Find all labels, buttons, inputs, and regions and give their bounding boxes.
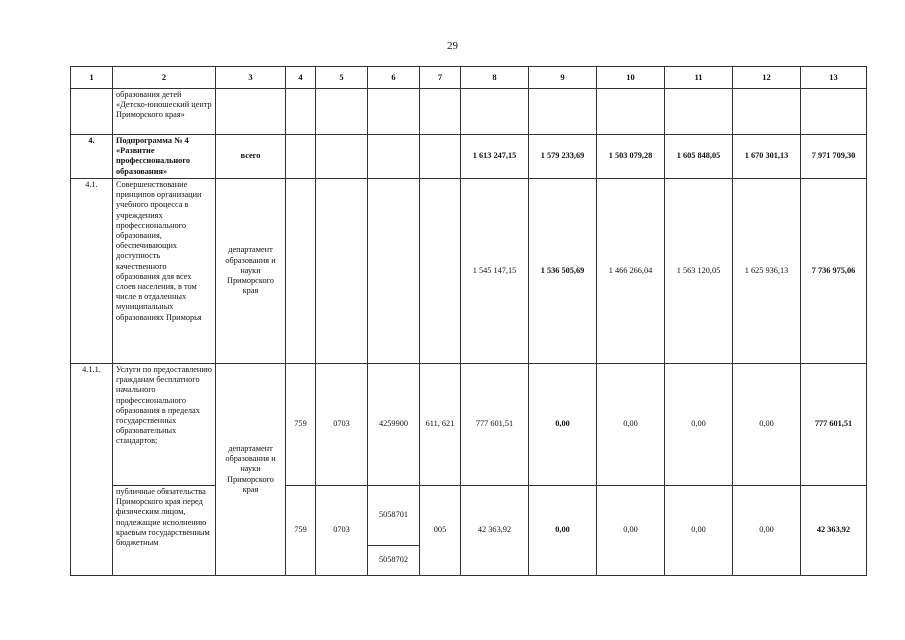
- value-2017: 1 670 301,13: [733, 135, 801, 179]
- executor: всего: [216, 135, 286, 179]
- cell-code: 5058702: [368, 546, 420, 576]
- header-cell: 6: [368, 67, 420, 89]
- value-2014: 0,00: [529, 486, 597, 576]
- header-cell: 4: [286, 67, 316, 89]
- header-cell: 10: [597, 67, 665, 89]
- cell-code: 0703: [316, 364, 368, 486]
- value-total: 42 363,92: [801, 486, 867, 576]
- value-2015: 1 466 266,04: [597, 179, 665, 364]
- value-total: 777 601,51: [801, 364, 867, 486]
- value-2016: 1 605 848,05: [665, 135, 733, 179]
- value-total: 7 971 709,30: [801, 135, 867, 179]
- value-2014: 1 579 233,69: [529, 135, 597, 179]
- table-row: [71, 364, 867, 486]
- value-2016: 0,00: [665, 486, 733, 576]
- header-cell: 5: [316, 67, 368, 89]
- header-cell: 9: [529, 67, 597, 89]
- value-2013: 1 613 247,15: [461, 135, 529, 179]
- value-2014: 1 536 505,69: [529, 179, 597, 364]
- cell-code: 611, 621: [420, 364, 461, 486]
- value-2016: 1 563 120,05: [665, 179, 733, 364]
- header-cell: 7: [420, 67, 461, 89]
- header-cell: 11: [665, 67, 733, 89]
- value-2017: 0,00: [733, 364, 801, 486]
- value-2013: 1 545 147,15: [461, 179, 529, 364]
- value-2015: 1 503 079,28: [597, 135, 665, 179]
- cell-code: 759: [286, 364, 316, 486]
- header-cell: 2: [113, 67, 216, 89]
- header-row: [71, 67, 867, 89]
- cell-code: 4259900: [368, 364, 420, 486]
- measure-name: образования детей «Детско-юношеский центр Приморского края»: [113, 89, 216, 135]
- executor: департамент образования и науки Приморского края: [216, 179, 286, 364]
- header-cell: 8: [461, 67, 529, 89]
- value-2013: 42 363,92: [461, 486, 529, 576]
- page-number: 29: [447, 40, 458, 52]
- value-2015: 0,00: [597, 486, 665, 576]
- table-row: [71, 89, 867, 135]
- cell-code: 0703: [316, 486, 368, 576]
- row-number: 4.1.1.: [71, 364, 113, 576]
- measure-name: публичные обязательства Приморского края перед физическим лицом, подлежащие исполнению краевым государственным бюджетным: [113, 486, 216, 576]
- measure-name: Совершенствование принципов организации учебного процесса в учреждениях профессионального образования, обеспечивающих доступность качественного образования для всех слоев населения, в том числе в отдаленных муниципальных образованиях Приморья: [113, 179, 216, 364]
- header-cell: 13: [801, 67, 867, 89]
- value-total: 7 736 975,06: [801, 179, 867, 364]
- cell-code: 759: [286, 486, 316, 576]
- value-2013: 777 601,51: [461, 364, 529, 486]
- value-2015: 0,00: [597, 364, 665, 486]
- header-cell: 12: [733, 67, 801, 89]
- value-2016: 0,00: [665, 364, 733, 486]
- table-row: [71, 486, 867, 546]
- table-row: [71, 179, 867, 364]
- measure-name: Подпрограмма № 4 «Развитие профессионального образования»: [113, 135, 216, 179]
- executor: департамент образования и науки Приморского края: [216, 364, 286, 576]
- measure-name: Услуги по предоставлению гражданам бесплатного начального профессионального образования в пределах государственных образовательных стандартов;: [113, 364, 216, 486]
- cell-code: 5058701: [368, 486, 420, 546]
- budget-table: [70, 66, 867, 576]
- table-row: [71, 135, 867, 179]
- header-cell: 3: [216, 67, 286, 89]
- row-number: 4.1.: [71, 179, 113, 364]
- value-2017: 0,00: [733, 486, 801, 576]
- value-2017: 1 625 936,13: [733, 179, 801, 364]
- header-cell: 1: [71, 67, 113, 89]
- row-number: 4.: [71, 135, 113, 179]
- value-2014: 0,00: [529, 364, 597, 486]
- cell-code: 005: [420, 486, 461, 576]
